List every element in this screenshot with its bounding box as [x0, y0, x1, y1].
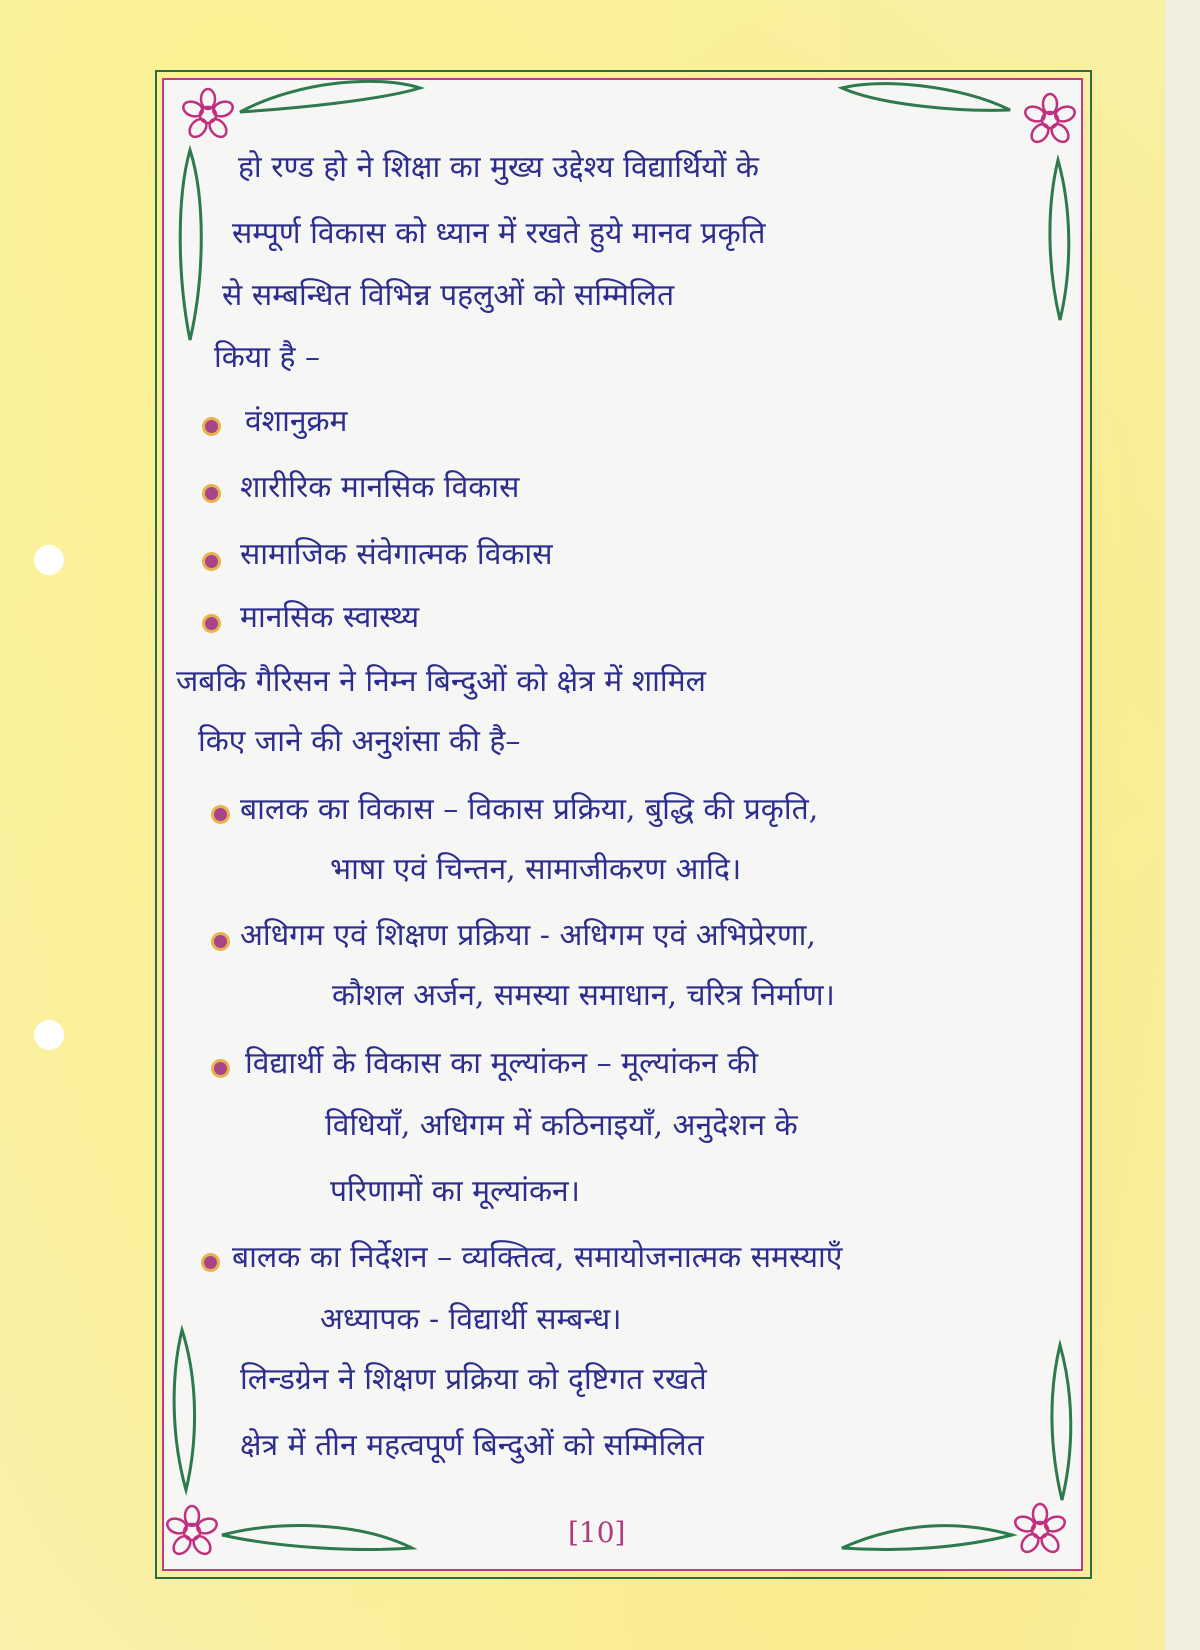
page-number: [10] [568, 1516, 626, 1549]
list-item: विद्यार्थी के विकास का मूल्यांकन – मूल्यांकन की [245, 1046, 759, 1081]
text-line: सम्पूर्ण विकास को ध्यान में रखते हुये मानव प्रकृति [232, 216, 766, 251]
bullet-dot [205, 420, 218, 433]
list-item-continuation: कौशल अर्जन, समस्या समाधान, चरित्र निर्माण। [332, 978, 835, 1013]
text-line: किए जाने की अनुशंसा की है– [198, 724, 521, 759]
list-item-continuation: परिणामों का मूल्यांकन। [330, 1174, 581, 1209]
list-item-continuation: भाषा एवं चिन्तन, सामाजीकरण आदि। [330, 852, 742, 887]
bullet-dot [214, 1062, 227, 1075]
list-item: बालक का विकास – विकास प्रक्रिया, बुद्धि की प्रकृति, [240, 792, 819, 827]
bullet-dot [214, 808, 227, 821]
bullet-dot [205, 487, 218, 500]
text-line: से सम्बन्धित विभिन्न पहलुओं को सम्मिलित [222, 278, 675, 313]
bullet-dot [205, 617, 218, 630]
bullet-dot [204, 1256, 217, 1269]
list-item: अधिगम एवं शिक्षण प्रक्रिया - अधिगम एवं अभिप्रेरणा, [240, 918, 816, 953]
bullet-dot [214, 935, 227, 948]
list-item: बालक का निर्देशन – व्यक्तित्व, समायोजनात्मक समस्याएँ [232, 1240, 843, 1275]
text-line: लिन्डग्रेन ने शिक्षण प्रक्रिया को दृष्टिगत रखते [240, 1362, 707, 1397]
list-item: सामाजिक संवेगात्मक विकास [240, 537, 553, 572]
list-item: शारीरिक मानसिक विकास [240, 470, 520, 505]
list-item-continuation: अध्यापक - विद्यार्थी सम्बन्ध। [320, 1302, 622, 1337]
list-item: वंशानुक्रम [245, 404, 348, 439]
list-item: मानसिक स्वास्थ्य [240, 600, 420, 635]
list-item-continuation: विधियाँ, अधिगम में कठिनाइयाँ, अनुदेशन के [325, 1108, 798, 1143]
text-line: किया है – [214, 340, 320, 375]
punch-hole [34, 1020, 64, 1050]
bullet-dot [205, 555, 218, 568]
text-line: जबकि गैरिसन ने निम्न बिन्दुओं को क्षेत्र में शामिल [176, 664, 706, 699]
punch-hole [34, 545, 64, 575]
text-line: क्षेत्र में तीन महत्वपूर्ण बिन्दुओं को सम्मिलित [240, 1428, 704, 1463]
text-line: हो रण्ड हो ने शिक्षा का मुख्य उद्देश्य विद्यार्थियों के [238, 150, 759, 185]
scan-edge [1165, 0, 1200, 1650]
